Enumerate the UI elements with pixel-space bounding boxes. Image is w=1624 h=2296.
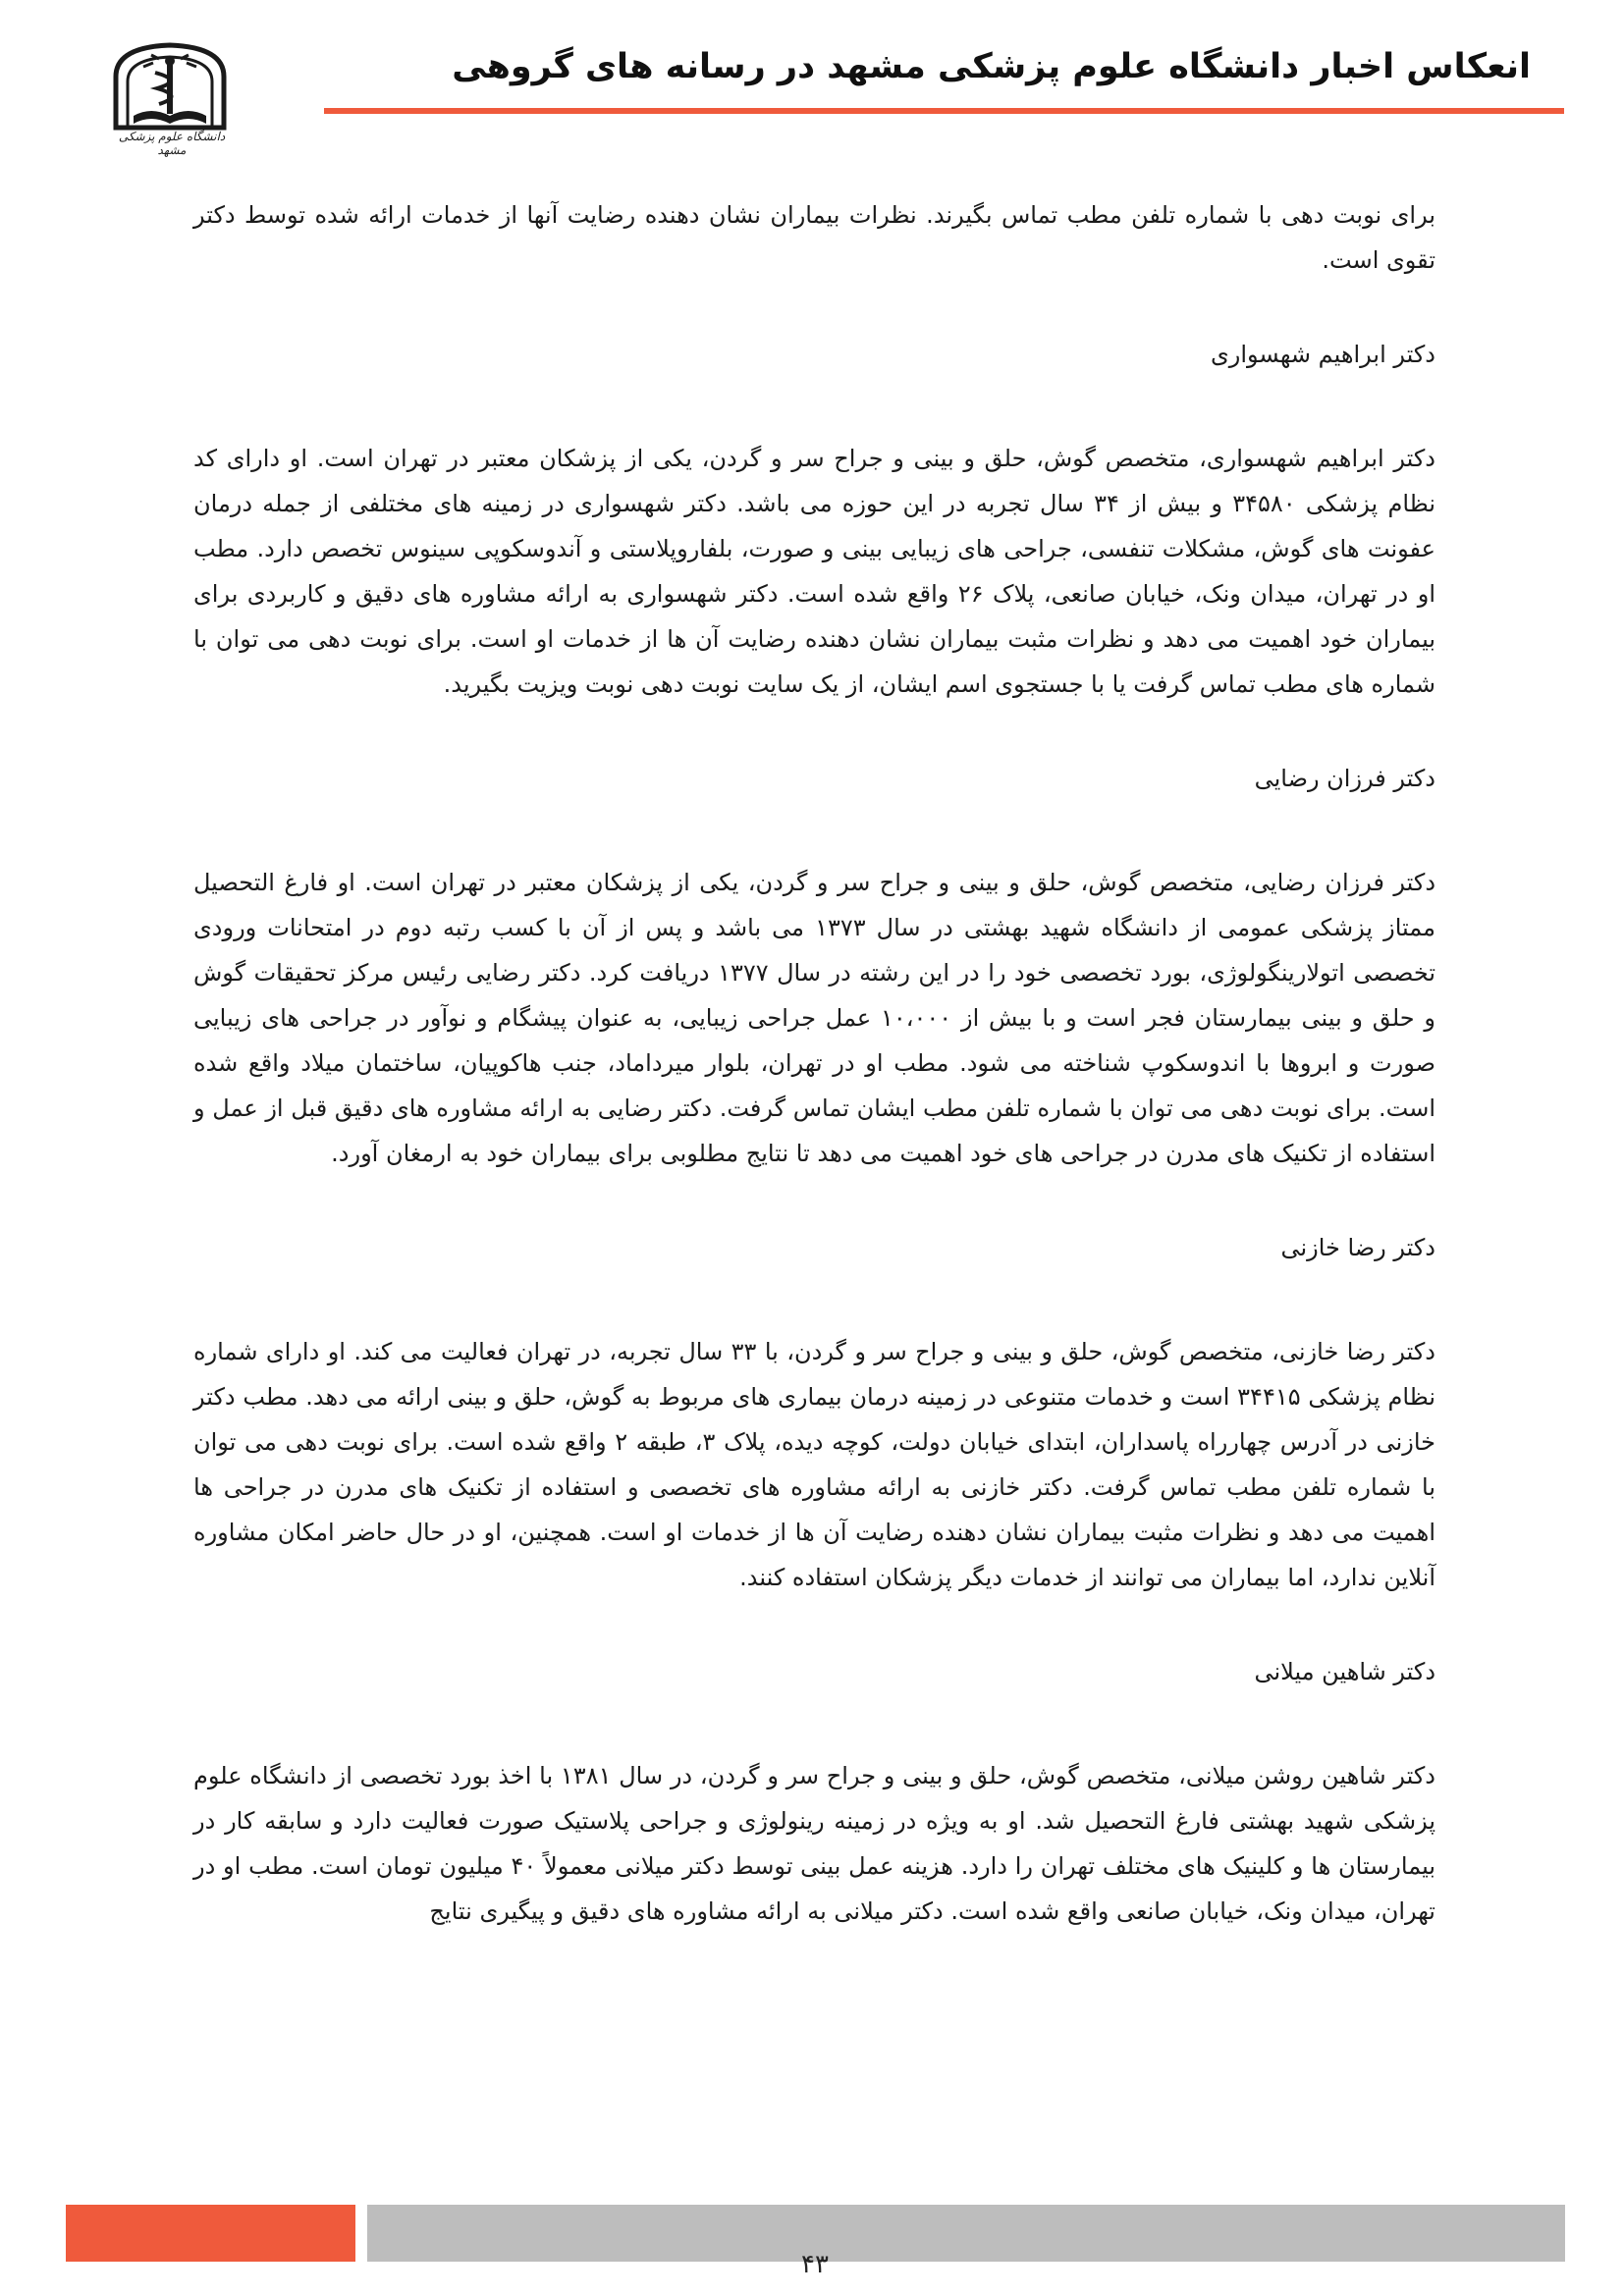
university-logo-graphic xyxy=(96,37,244,135)
spacer xyxy=(193,1600,1435,1649)
intro-paragraph: برای نوبت دهی با شماره تلفن مطب تماس بگیرند. نظرات بیماران نشان دهنده رضایت آنها از خدمات ارائه شده توسط دکتر تقوی است. xyxy=(193,201,1435,274)
spacer xyxy=(193,1694,1435,1753)
document-body xyxy=(193,192,1435,1934)
page-number: ۴۳ xyxy=(801,2250,829,2279)
section-heading: دکتر شاهین میلانی xyxy=(1254,1658,1435,1685)
section-heading: دکتر رضا خازنی xyxy=(1280,1234,1435,1261)
section-paragraph: دکتر ابراهیم شهسواری، متخصص گوش، حلق و بینی و جراح سر و گردن، یکی از پزشکان معتبر در تهران است. او دارای کد نظام پزشکی ۳۴۵۸۰ و بیش از ۳۴ سال تجربه در این حوزه می باشد. دکتر شهسواری در زمینه های مختلفی از جمله درمان عفونت های گوش، مشکلات تنفسی، جراحی های زیبایی بینی و صورت، بلفاروپلاستی و آندوسکوپی سینوس تخصص دارد. مطب او در تهران، میدان ونک، خیابان صانعی، پلاک ۲۶ واقع شده است. دکتر شهسواری به ارائه مشاوره های دقیق و کاربردی برای بیماران خود اهمیت می دهد و نظرات مثبت بیماران نشان دهنده رضایت آن ها از خدمات او است. برای نوبت دهی می توان با شماره های مطب تماس گرفت یا با جستجوی اسم ایشان، از یک سایت نوبت دهی نوبت ویزیت بگیرید. xyxy=(193,445,1436,698)
page-title: انعکاس اخبار دانشگاه علوم پزشکی مشهد در رسانه های گروهی xyxy=(452,47,1531,86)
spacer xyxy=(193,283,1435,332)
spacer xyxy=(193,707,1435,756)
footer-gray-bar xyxy=(367,2205,1565,2262)
section-heading: دکتر فرزان رضایی xyxy=(1254,765,1435,792)
spacer xyxy=(193,1270,1435,1329)
section-paragraph: دکتر فرزان رضایی، متخصص گوش، حلق و بینی و جراح سر و گردن، یکی از پزشکان معتبر در تهران است. او فارغ التحصیل ممتاز پزشکی عمومی از دانشگاه شهید بهشتی در سال ۱۳۷۳ می باشد و پس از آن با کسب رتبه دوم در امتحانات ورودی تخصصی اتولارینگولوژی، بورد تخصصی خود را در این رشته در سال ۱۳۷۷ دریافت کرد. دکتر رضایی رئیس مرکز تحقیقات گوش و حلق و بینی بیمارستان فجر است و با بیش از ۱۰،۰۰۰ عمل جراحی زیبایی، به عنوان پیشگام و نوآور در جراحی های زیبایی صورت و ابروها با اندوسکوپ شناخته می شود. مطب او در تهران، بلوار میرداماد، جنب هاکوپیان، ساختمان میلاد واقع شده است. برای نوبت دهی می توان با شماره تلفن مطب ایشان تماس گرفت. دکتر رضایی به ارائه مشاوره های دقیق قبل از عمل و استفاده از تکنیک های مدرن در جراحی های خود اهمیت می دهد تا نتایج مطلوبی برای بیماران خود به ارمغان آورد. xyxy=(193,869,1436,1167)
section-paragraph: دکتر شاهین روشن میلانی، متخصص گوش، حلق و بینی و جراح سر و گردن، در سال ۱۳۸۱ با اخذ بورد تخصصی از دانشگاه علوم پزشکی شهید بهشتی فارغ التحصیل شد. او به ویژه در زمینه رینولوژی و جراحی پلاستیک صورت فعالیت دارد و سابقه کار در بیمارستان ها و کلینیک های مختلف تهران را دارد. هزینه عمل بینی توسط دکتر میلانی معمولاً ۴۰ میلیون تومان است. مطب او در تهران، میدان ونک، خیابان صانعی واقع شده است. دکتر میلانی به ارائه مشاوره های دقیق و پیگیری نتایج xyxy=(193,1762,1435,1925)
section-paragraph: دکتر رضا خازنی، متخصص گوش، حلق و بینی و جراح سر و گردن، با ۳۳ سال تجربه، در تهران فعالیت می کند. او دارای شماره نظام پزشکی ۳۴۴۱۵ است و خدمات متنوعی در زمینه درمان بیماری های مربوط به گوش، حلق و بینی ارائه می دهد. مطب دکتر خازنی در آدرس چهارراه پاسداران، ابتدای خیابان دولت، کوچه دیده، پلاک ۳، طبقه ۲ واقع شده است. برای نوبت دهی می توان با شماره تلفن مطب تماس گرفت. دکتر خازنی به ارائه مشاوره های تخصصی و استفاده از تکنیک های مدرن در جراحی ها اهمیت می دهد و نظرات مثبت بیماران نشان دهنده رضایت آن ها از خدمات او است. همچنین، او در حال حاضر امکان مشاوره آنلاین ندارد، اما بیماران می توانند از خدمات دیگر پزشکان استفاده کنند. xyxy=(193,1338,1435,1591)
spacer xyxy=(193,1176,1435,1225)
spacer xyxy=(193,801,1435,860)
footer-accent-bar xyxy=(66,2205,355,2262)
header-divider xyxy=(324,108,1564,114)
logo-caption: دانشگاه علوم پزشکی مشهد xyxy=(118,130,226,157)
section-heading: دکتر ابراهیم شهسواری xyxy=(1210,341,1435,368)
spacer xyxy=(193,377,1435,436)
